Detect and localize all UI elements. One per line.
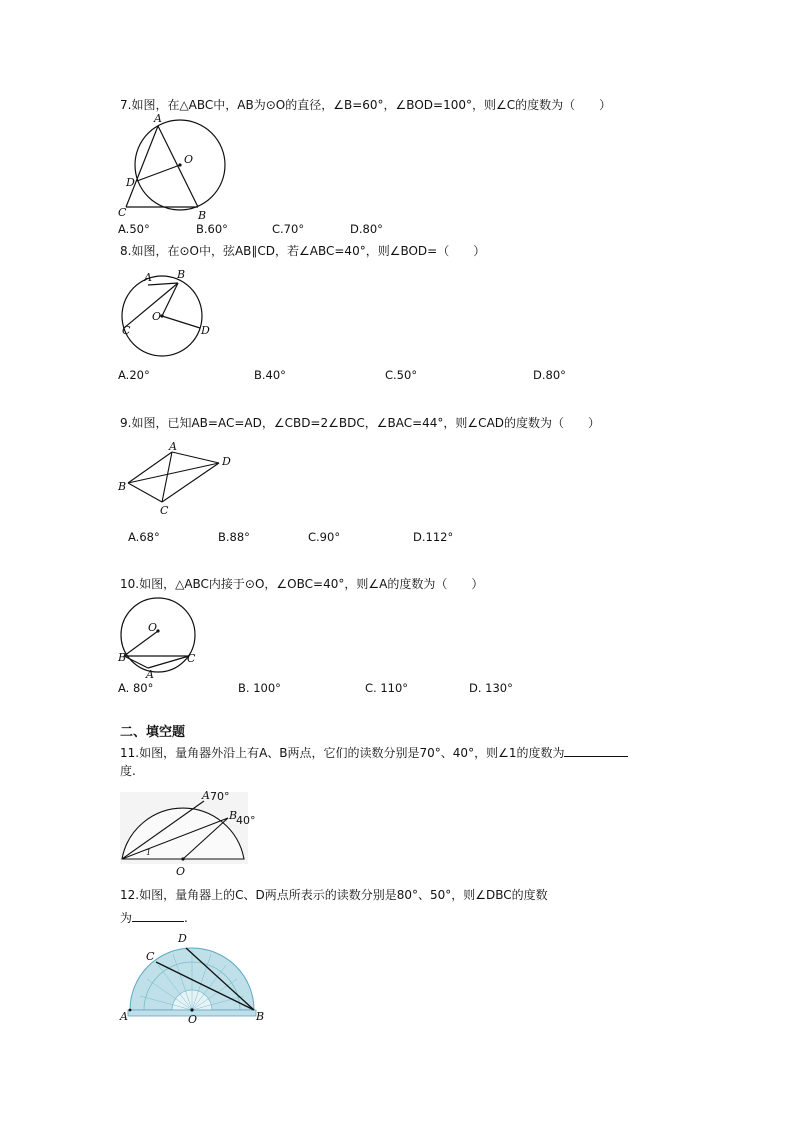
q11-answer-blank[interactable] xyxy=(564,744,628,757)
q8-label-B: B xyxy=(177,268,186,281)
q12-answer-blank[interactable] xyxy=(132,909,184,922)
q12-text-end: 为 . xyxy=(120,911,188,925)
q8-option-d: D.80° xyxy=(533,368,566,382)
q10-label-C: C xyxy=(187,652,196,665)
q7-label-B: B xyxy=(198,209,207,222)
q7-option-c: C.70° xyxy=(272,222,305,236)
q9-option-a: A.68° xyxy=(128,530,160,544)
q7-option-b: B.60° xyxy=(196,222,228,236)
q10-text: 10.如图，△ABC内接于⊙O，∠OBC=40°，则∠A的度数为（ ） xyxy=(120,577,484,591)
q8-label-O: O xyxy=(152,310,162,323)
q10-option-c: C. 110° xyxy=(365,681,409,695)
section-title: 二、填空题 xyxy=(120,725,186,740)
q11-label-A: A xyxy=(202,789,210,802)
q10-label-B: B xyxy=(118,651,127,664)
q10-option-a: A. 80° xyxy=(118,681,154,695)
q9-figure xyxy=(114,440,244,520)
q9-option-c: C.90° xyxy=(308,530,341,544)
q7-label-O: O xyxy=(184,153,194,166)
q8-option-c: C.50° xyxy=(385,368,418,382)
q12-label-O: O xyxy=(188,1013,198,1026)
q11-label-angle: 1 xyxy=(146,848,152,857)
q8-label-A: A xyxy=(144,271,152,284)
q9-label-B: B xyxy=(118,480,127,493)
q12-label-D: D xyxy=(178,932,187,945)
q8-option-b: B.40° xyxy=(254,368,286,382)
q11-figure xyxy=(116,784,256,880)
q8-label-C: C xyxy=(122,324,131,337)
q7-label-A: A xyxy=(154,112,162,125)
q8-figure xyxy=(118,268,218,358)
q7-option-a: A.50° xyxy=(118,222,150,236)
q12-label-A: A xyxy=(120,1010,128,1023)
q9-option-b: B.88° xyxy=(218,530,250,544)
q7-label-D: D xyxy=(126,176,135,189)
q10-option-b: B. 100° xyxy=(238,681,281,695)
q8-option-a: A.20° xyxy=(118,368,150,382)
q12-text: 12.如图，量角器上的C、D两点所表示的读数分别是80°、50°，则∠DBC的度数 xyxy=(120,888,548,902)
q11-label-70: 70° xyxy=(210,790,230,803)
q10-label-O: O xyxy=(148,621,158,634)
q9-text: 9.如图，已知AB=AC=AD，∠CBD=2∠BDC，∠BAC=44°，则∠CAD的度数为（ ） xyxy=(120,416,601,430)
q7-option-d: D.80° xyxy=(350,222,383,236)
q11-label-B: B xyxy=(229,809,238,822)
q10-label-A: A xyxy=(146,668,154,681)
q7-text: 7.如图，在△ABC中，AB为⊙O的直径，∠B=60°，∠BOD=100°，则∠C的度数为（ ） xyxy=(120,98,612,112)
q11-text-end: 度. xyxy=(120,764,136,778)
q10-option-d: D. 130° xyxy=(469,681,513,695)
q8-label-D: D xyxy=(201,324,210,337)
q11-label-O: O xyxy=(176,865,186,878)
q9-label-C: C xyxy=(160,504,169,517)
q12-label-C: C xyxy=(146,950,155,963)
q9-label-A: A xyxy=(169,440,177,453)
q10-figure xyxy=(114,598,224,680)
q11-text: 11.如图，量角器外沿上有A、B两点，它们的读数分别是70°、40°，则∠1的度数为 xyxy=(120,744,628,760)
q10-circle xyxy=(121,598,195,672)
q12-figure xyxy=(116,928,266,1024)
q7-label-C: C xyxy=(118,206,127,219)
q11-label-40: 40° xyxy=(236,814,256,827)
q7-figure xyxy=(114,112,234,222)
q9-label-D: D xyxy=(222,455,231,468)
q9-option-d: D.112° xyxy=(413,530,454,544)
q12-label-B: B xyxy=(256,1010,265,1023)
q8-text: 8.如图，在⊙O中，弦AB∥CD，若∠ABC=40°，则∠BOD=（ ） xyxy=(120,244,486,258)
